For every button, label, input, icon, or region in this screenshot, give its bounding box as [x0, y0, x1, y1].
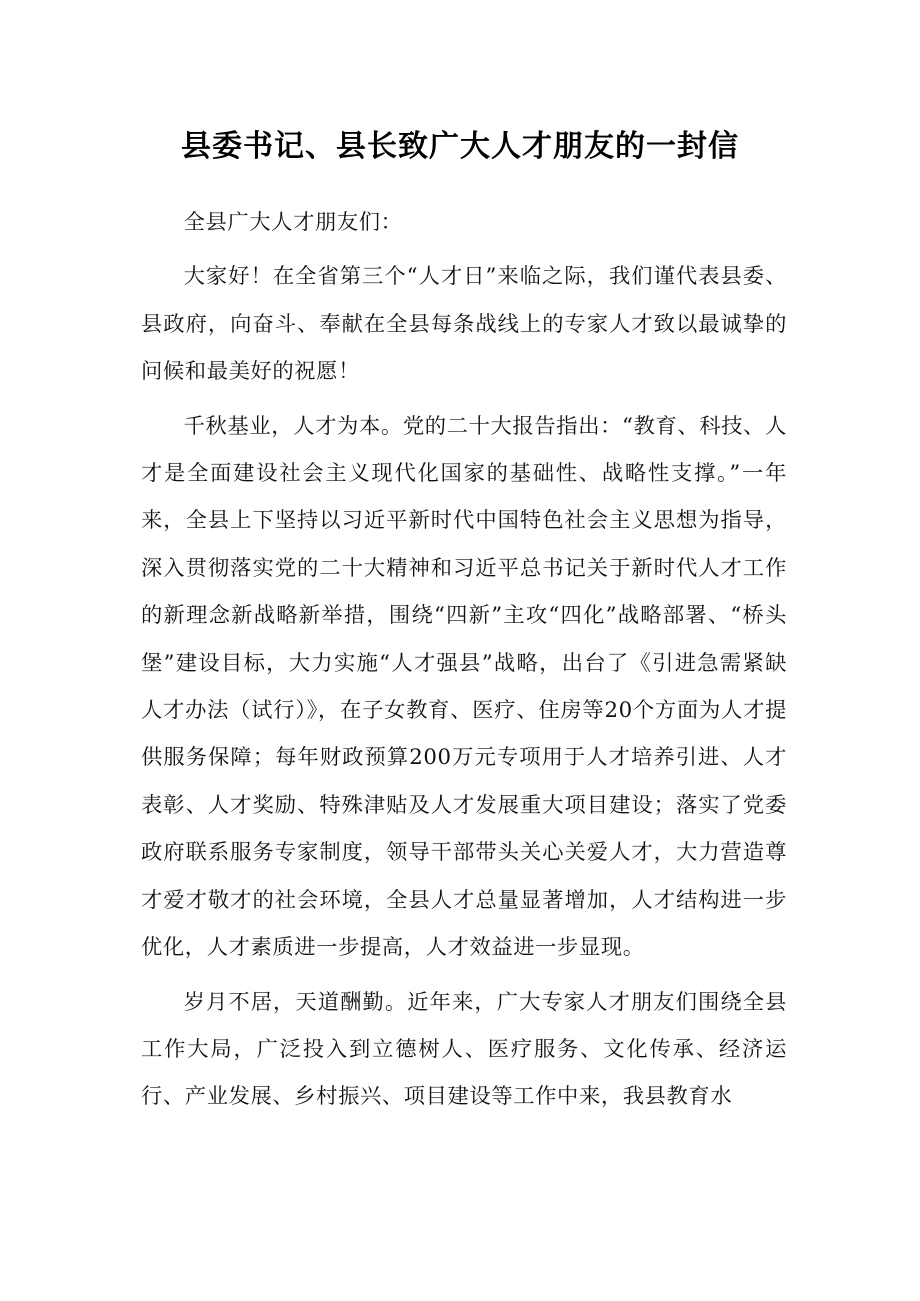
paragraph-talent-strategy: 千秋基业，人才为本。党的二十大报告指出：“教育、科技、人才是全面建设社会主义现代化国家的基础性、战略性支撑。”一年来，全县上下坚持以习近平新时代中国特色社会主义思想为指导，深入贯彻落实党的二十大精神和习近平总书记关于新时代人才工作的新理念新战略新举措，围绕“四新”主攻“四化”战略部署、“桥头堡”建设目标，大力实施“人才强县”战略，出台了《引进急需紧缺人才办法（试行）》，在子女教育、医疗、住房等20个方面为人才提供服务保障；每年财政预算200万元专项用于人才培养引进、人才表彰、人才奖励、特殊津贴及人才发展重大项目建设；落实了党委政府联系服务专家制度，领导干部带头关心关爱人才，大力营造尊才爱才敬才的社会环境，全县人才总量显著增加，人才结构进一步优化，人才素质进一步提高，人才效益进一步显现。: [141, 413, 787, 961]
page-title: 县委书记、县长致广大人才朋友的一封信: [181, 129, 739, 164]
paragraph-greeting: 大家好！在全省第三个“人才日”来临之际，我们谨代表县委、县政府，向奋斗、奉献在全县每条战线上的专家人才致以最诚挚的问候和最美好的祝愿！: [141, 264, 787, 385]
paragraph-achievements: 岁月不居，天道酬勤。近年来，广大专家人才朋友们围绕全县工作大局，广泛投入到立德树人、医疗服务、文化传承、经济运行、产业发展、乡村振兴、项目建设等工作中来，我县教育水: [141, 989, 787, 1110]
letter-body: [141, 199, 787, 1128]
salutation: 全县广大人才朋友们：: [183, 210, 403, 235]
